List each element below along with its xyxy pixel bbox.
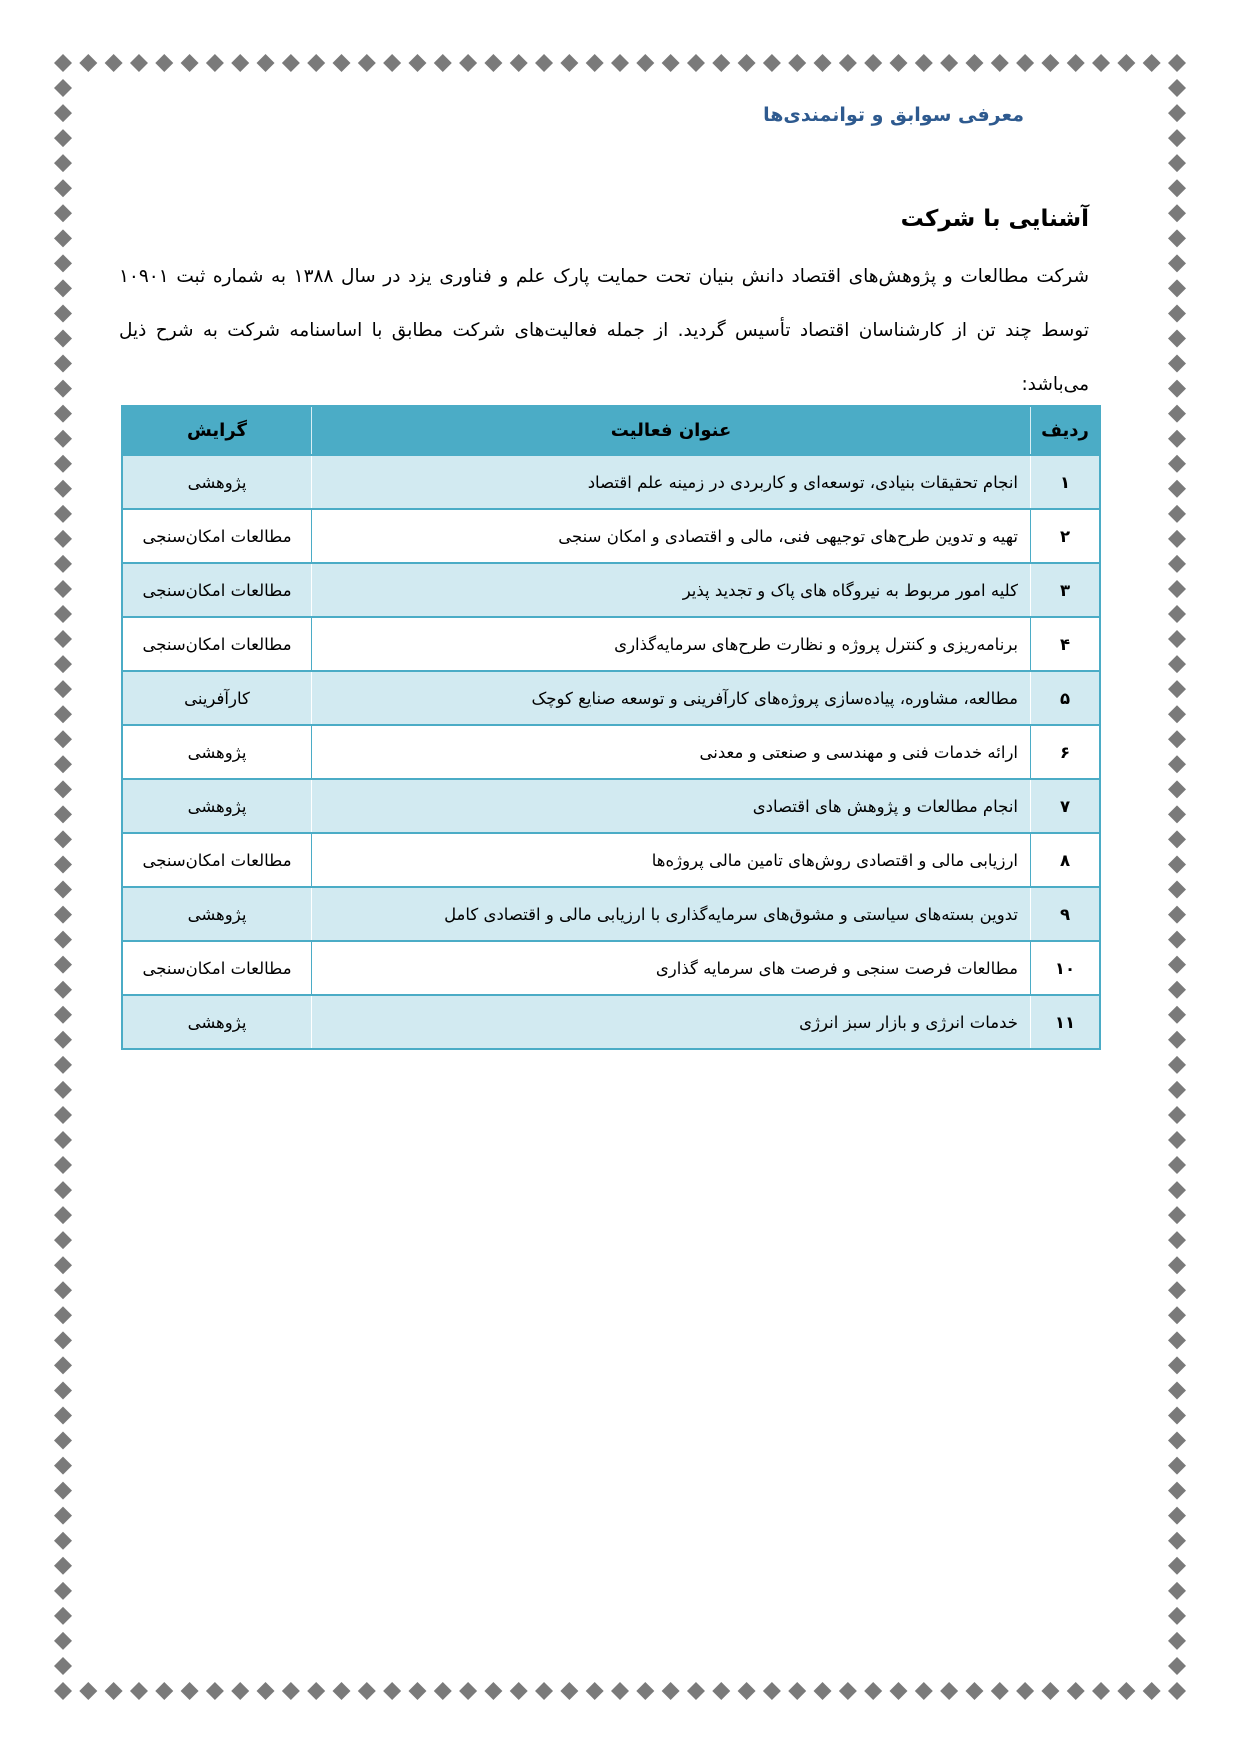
border-diamond [54, 755, 72, 773]
border-diamond [586, 1682, 604, 1700]
border-diamond [1168, 981, 1186, 999]
border-diamond [1168, 405, 1186, 423]
border-diamond [54, 480, 72, 498]
border-diamond [54, 204, 72, 222]
border-diamond [1168, 1031, 1186, 1049]
border-diamond [864, 1682, 882, 1700]
border-diamond [1168, 1381, 1186, 1399]
border-diamond [915, 54, 933, 72]
border-diamond [1168, 1006, 1186, 1024]
table-row [122, 455, 1100, 509]
border-diamond [1168, 505, 1186, 523]
border-diamond [1041, 1682, 1059, 1700]
border-diamond [54, 1306, 72, 1324]
activity-title: تدوین بسته‌های سیاستی و مشوق‌های سرمایه‌گذاری با ارزیابی مالی و اقتصادی کامل [312, 887, 1031, 941]
border-diamond [54, 355, 72, 373]
border-diamond [54, 1231, 72, 1249]
row-number: ۹ [1031, 887, 1101, 941]
border-diamond [484, 54, 502, 72]
border-diamond [1016, 1682, 1034, 1700]
border-diamond [54, 580, 72, 598]
border-diamond [1067, 1682, 1085, 1700]
border-diamond [1168, 1507, 1186, 1525]
border-diamond [814, 1682, 832, 1700]
row-number: ۶ [1031, 725, 1101, 779]
border-diamond [54, 630, 72, 648]
border-diamond [1143, 54, 1161, 72]
border-diamond [1168, 154, 1186, 172]
border-diamond [1168, 279, 1186, 297]
border-diamond [54, 304, 72, 322]
border-diamond [54, 530, 72, 548]
border-diamond [1168, 1181, 1186, 1199]
border-diamond [54, 1256, 72, 1274]
border-diamond [991, 54, 1009, 72]
border-diamond [105, 1682, 123, 1700]
border-diamond [1168, 931, 1186, 949]
border-diamond [1092, 54, 1110, 72]
table-row [122, 941, 1100, 995]
border-diamond [54, 981, 72, 999]
border-diamond [1168, 1231, 1186, 1249]
border-diamond [763, 1682, 781, 1700]
border-diamond [915, 1682, 933, 1700]
border-diamond [712, 1682, 730, 1700]
activity-branch: پژوهشی [122, 725, 312, 779]
border-diamond [1168, 179, 1186, 197]
table-row [122, 725, 1100, 779]
border-diamond [763, 54, 781, 72]
border-diamond [738, 1682, 756, 1700]
border-diamond [1067, 54, 1085, 72]
border-diamond [940, 54, 958, 72]
border-diamond [434, 1682, 452, 1700]
border-diamond [687, 54, 705, 72]
border-diamond [54, 430, 72, 448]
border-diamond [54, 1457, 72, 1475]
border-diamond [1168, 881, 1186, 899]
border-diamond [1168, 1106, 1186, 1124]
border-diamond [333, 54, 351, 72]
border-diamond [738, 54, 756, 72]
border-diamond [864, 54, 882, 72]
border-diamond [510, 1682, 528, 1700]
border-diamond [1168, 906, 1186, 924]
border-diamond [54, 129, 72, 147]
border-diamond [54, 405, 72, 423]
border-diamond [54, 780, 72, 798]
row-number: ۱ [1031, 455, 1101, 509]
border-diamond [54, 179, 72, 197]
border-diamond [662, 54, 680, 72]
activity-branch: مطالعات امکان‌سنجی [122, 563, 312, 617]
border-diamond [307, 1682, 325, 1700]
border-diamond [54, 1381, 72, 1399]
border-diamond [1168, 605, 1186, 623]
border-diamond [1168, 1206, 1186, 1224]
border-diamond [1168, 1657, 1186, 1675]
border-diamond [1168, 229, 1186, 247]
border-diamond [1117, 54, 1135, 72]
border-diamond [1168, 455, 1186, 473]
border-diamond [54, 279, 72, 297]
border-diamond [54, 605, 72, 623]
border-diamond [130, 54, 148, 72]
border-diamond [1168, 855, 1186, 873]
column-header-title: عنوان فعالیت [312, 406, 1031, 455]
border-diamond [1168, 79, 1186, 97]
border-diamond [54, 1507, 72, 1525]
border-diamond [1168, 1632, 1186, 1650]
table-row [122, 995, 1100, 1049]
border-diamond [54, 1031, 72, 1049]
table-row [122, 887, 1100, 941]
border-diamond [54, 104, 72, 122]
border-diamond [1168, 1532, 1186, 1550]
activity-branch: پژوهشی [122, 887, 312, 941]
border-diamond [1168, 530, 1186, 548]
border-diamond [890, 1682, 908, 1700]
border-diamond [54, 1607, 72, 1625]
border-diamond [181, 1682, 199, 1700]
border-diamond [54, 1206, 72, 1224]
activity-branch: مطالعات امکان‌سنجی [122, 509, 312, 563]
border-diamond [611, 1682, 629, 1700]
border-diamond [181, 54, 199, 72]
row-number: ۱۱ [1031, 995, 1101, 1049]
border-diamond [1168, 1331, 1186, 1349]
border-diamond [1041, 54, 1059, 72]
activities-table [121, 405, 1101, 1050]
border-diamond [54, 1356, 72, 1374]
table-row [122, 671, 1100, 725]
border-diamond [54, 1181, 72, 1199]
column-header-num: ردیف [1031, 406, 1101, 455]
border-diamond [206, 1682, 224, 1700]
border-diamond [535, 1682, 553, 1700]
border-diamond [459, 1682, 477, 1700]
border-diamond [358, 54, 376, 72]
border-diamond [54, 1281, 72, 1299]
border-diamond [1168, 705, 1186, 723]
border-diamond [1168, 1682, 1186, 1700]
row-number: ۱۰ [1031, 941, 1101, 995]
border-diamond [1168, 104, 1186, 122]
border-diamond [130, 1682, 148, 1700]
border-diamond [54, 906, 72, 924]
border-diamond [54, 1406, 72, 1424]
border-diamond [54, 881, 72, 899]
border-diamond [965, 54, 983, 72]
border-diamond [1168, 1457, 1186, 1475]
border-diamond [1168, 330, 1186, 348]
border-diamond [54, 1156, 72, 1174]
border-diamond [1168, 1482, 1186, 1500]
border-diamond [1168, 655, 1186, 673]
document-header: معرفی سوابق و توانمندی‌ها [763, 104, 1024, 126]
activity-title: ارزیابی مالی و اقتصادی روش‌های تامین مالی پروژه‌ها [312, 833, 1031, 887]
border-diamond [1168, 430, 1186, 448]
border-diamond [1168, 1557, 1186, 1575]
border-diamond [79, 54, 97, 72]
border-diamond [54, 54, 72, 72]
border-diamond [814, 54, 832, 72]
border-diamond [940, 1682, 958, 1700]
border-diamond [54, 1532, 72, 1550]
table-header-row [122, 406, 1100, 455]
activity-title: خدمات انرژی و بازار سبز انرژی [312, 995, 1031, 1049]
border-diamond [662, 1682, 680, 1700]
border-diamond [54, 680, 72, 698]
border-diamond [1168, 1281, 1186, 1299]
border-diamond [510, 54, 528, 72]
row-number: ۴ [1031, 617, 1101, 671]
border-diamond [54, 1632, 72, 1650]
border-diamond [307, 54, 325, 72]
border-diamond [1168, 204, 1186, 222]
border-diamond [1143, 1682, 1161, 1700]
border-diamond [54, 1432, 72, 1450]
border-diamond [1168, 1056, 1186, 1074]
border-diamond [54, 855, 72, 873]
border-diamond [1168, 1131, 1186, 1149]
border-diamond [105, 54, 123, 72]
border-diamond [257, 54, 275, 72]
border-diamond [459, 54, 477, 72]
activity-title: مطالعات فرصت سنجی و فرصت های سرمایه گذاری [312, 941, 1031, 995]
border-diamond [1168, 1356, 1186, 1374]
border-diamond [54, 229, 72, 247]
border-diamond [611, 54, 629, 72]
activity-title: انجام مطالعات و پژوهش های اقتصادی [312, 779, 1031, 833]
border-diamond [434, 54, 452, 72]
border-diamond [1168, 1081, 1186, 1099]
border-diamond [839, 54, 857, 72]
border-diamond [79, 1682, 97, 1700]
border-diamond [54, 330, 72, 348]
activity-branch: پژوهشی [122, 779, 312, 833]
activity-title: تهیه و تدوین طرح‌های توجیهی فنی، مالی و اقتصادی و امکان سنجی [312, 509, 1031, 563]
border-diamond [383, 54, 401, 72]
border-diamond [54, 655, 72, 673]
border-diamond [54, 254, 72, 272]
border-diamond [54, 1682, 72, 1700]
border-diamond [231, 1682, 249, 1700]
border-diamond [54, 380, 72, 398]
border-diamond [484, 1682, 502, 1700]
border-diamond [408, 1682, 426, 1700]
activity-branch: مطالعات امکان‌سنجی [122, 941, 312, 995]
border-diamond [54, 730, 72, 748]
border-diamond [231, 54, 249, 72]
border-diamond [788, 54, 806, 72]
activity-branch: مطالعات امکان‌سنجی [122, 833, 312, 887]
border-diamond [54, 1557, 72, 1575]
border-diamond [1168, 54, 1186, 72]
border-diamond [1168, 1432, 1186, 1450]
border-diamond [1168, 254, 1186, 272]
border-diamond [282, 54, 300, 72]
table-row [122, 509, 1100, 563]
border-diamond [1168, 755, 1186, 773]
table-row [122, 779, 1100, 833]
border-diamond [408, 54, 426, 72]
border-diamond [1168, 1582, 1186, 1600]
border-diamond [1168, 680, 1186, 698]
row-number: ۳ [1031, 563, 1101, 617]
activity-title: مطالعه، مشاوره، پیاده‌سازی پروژه‌های کارآفرینی و توسعه صنایع کوچک [312, 671, 1031, 725]
border-diamond [54, 1006, 72, 1024]
border-diamond [1168, 480, 1186, 498]
border-diamond [54, 805, 72, 823]
border-diamond [788, 1682, 806, 1700]
intro-paragraph [119, 250, 1089, 412]
border-diamond [1168, 304, 1186, 322]
border-diamond [54, 1582, 72, 1600]
border-diamond [560, 54, 578, 72]
border-diamond [54, 931, 72, 949]
row-number: ۷ [1031, 779, 1101, 833]
border-diamond [636, 54, 654, 72]
border-diamond [54, 1081, 72, 1099]
table-row [122, 617, 1100, 671]
border-diamond [687, 1682, 705, 1700]
border-diamond [54, 1131, 72, 1149]
border-diamond [1168, 805, 1186, 823]
border-diamond [54, 1106, 72, 1124]
border-diamond [1168, 1306, 1186, 1324]
border-diamond [1168, 1406, 1186, 1424]
row-number: ۵ [1031, 671, 1101, 725]
border-diamond [257, 1682, 275, 1700]
border-diamond [358, 1682, 376, 1700]
border-diamond [383, 1682, 401, 1700]
table-row [122, 563, 1100, 617]
activity-title: ارائه خدمات فنی و مهندسی و صنعتی و معدنی [312, 725, 1031, 779]
border-diamond [1168, 380, 1186, 398]
border-diamond [586, 54, 604, 72]
row-number: ۲ [1031, 509, 1101, 563]
activity-branch: کارآفرینی [122, 671, 312, 725]
border-diamond [1168, 580, 1186, 598]
border-diamond [206, 54, 224, 72]
border-diamond [1168, 780, 1186, 798]
border-diamond [1168, 630, 1186, 648]
border-diamond [560, 1682, 578, 1700]
border-diamond [54, 1657, 72, 1675]
border-diamond [1168, 956, 1186, 974]
activity-branch: پژوهشی [122, 455, 312, 509]
border-diamond [54, 1331, 72, 1349]
border-diamond [333, 1682, 351, 1700]
border-diamond [1117, 1682, 1135, 1700]
border-diamond [54, 154, 72, 172]
border-diamond [54, 555, 72, 573]
border-diamond [54, 830, 72, 848]
border-diamond [54, 79, 72, 97]
border-diamond [1168, 555, 1186, 573]
activity-branch: پژوهشی [122, 995, 312, 1049]
border-diamond [1168, 355, 1186, 373]
border-diamond [1168, 730, 1186, 748]
border-diamond [155, 54, 173, 72]
border-diamond [535, 54, 553, 72]
border-diamond [1016, 54, 1034, 72]
border-diamond [54, 505, 72, 523]
activity-title: کلیه امور مربوط به نیروگاه های پاک و تجدید پذیر [312, 563, 1031, 617]
border-diamond [54, 956, 72, 974]
border-diamond [636, 1682, 654, 1700]
activity-title: انجام تحقیقات بنیادی، توسعه‌ای و کاربردی در زمینه علم اقتصاد [312, 455, 1031, 509]
section-title: آشنایی با شرکت [900, 206, 1089, 232]
table-row [122, 833, 1100, 887]
border-diamond [712, 54, 730, 72]
border-diamond [1168, 1156, 1186, 1174]
intro-text: شرکت مطالعات و پژوهش‌های اقتصاد دانش بنیان تحت حمایت پارک علم و فناوری یزد در سال ۱۳۸۸ به شماره ثبت ۱۰۹۰۱ توسط چند تن از کارشناسان اقتصاد تأسیس گردید. از جمله فعالیت‌های شرکت مطابق با اساسنامه شرکت به شرح ذیل می‌باشد: [119, 266, 1089, 395]
border-diamond [991, 1682, 1009, 1700]
border-diamond [1168, 830, 1186, 848]
border-diamond [965, 1682, 983, 1700]
border-diamond [54, 705, 72, 723]
border-diamond [155, 1682, 173, 1700]
border-diamond [54, 1482, 72, 1500]
border-diamond [890, 54, 908, 72]
border-diamond [282, 1682, 300, 1700]
border-diamond [1168, 1256, 1186, 1274]
border-diamond [1092, 1682, 1110, 1700]
activity-title: برنامه‌ریزی و کنترل پروژه و نظارت طرح‌های سرمایه‌گذاری [312, 617, 1031, 671]
border-diamond [839, 1682, 857, 1700]
column-header-branch: گرایش [122, 406, 312, 455]
row-number: ۸ [1031, 833, 1101, 887]
activity-branch: مطالعات امکان‌سنجی [122, 617, 312, 671]
border-diamond [54, 1056, 72, 1074]
border-diamond [1168, 129, 1186, 147]
border-diamond [1168, 1607, 1186, 1625]
border-diamond [54, 455, 72, 473]
